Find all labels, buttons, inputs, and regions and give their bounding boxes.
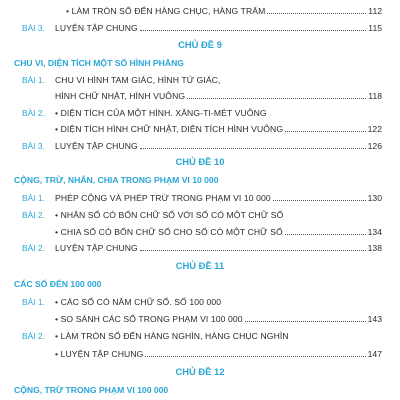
toc-entry	[0, 208, 400, 222]
toc-entry	[0, 329, 400, 343]
dot-leader	[245, 312, 366, 322]
topic-title: CỘNG, TRỪ TRONG PHẠM VI 100 000	[14, 385, 169, 395]
entry-title: PHÉP CỘNG VÀ PHÉP TRỪ TRONG PHẠM VI 10 000	[55, 193, 271, 203]
lesson-label: BÀI 2.	[22, 210, 45, 220]
topic-heading: CHỦ ĐỀ 10	[175, 156, 225, 167]
entry-title: CHU VI HÌNH TAM GIÁC, HÌNH TỨ GIÁC,	[55, 75, 221, 85]
topic-heading: CHỦ ĐỀ 12	[175, 366, 225, 377]
lesson-label: BÀI 1.	[22, 297, 45, 307]
toc-entry	[0, 89, 400, 103]
topic-heading: CHỦ ĐỀ 9	[178, 39, 222, 50]
toc-entry	[0, 106, 400, 120]
entry-title: • DIỆN TÍCH HÌNH CHỮ NHẬT, DIỆN TÍCH HÌNH VUÔNG	[55, 124, 284, 134]
toc-entry	[0, 191, 400, 205]
toc-entry	[0, 21, 400, 35]
entry-title: • DIỆN TÍCH CỦA MỘT HÌNH. XĂNG-TI-MÉT VUÔNG	[55, 108, 267, 118]
lesson-label: BÀI 1.	[22, 193, 45, 203]
page-number: 122	[367, 124, 382, 134]
toc-entry	[0, 347, 400, 361]
lesson-label: BÀI 2.	[22, 243, 45, 253]
page-number: 147	[367, 349, 382, 359]
dot-leader	[285, 122, 366, 132]
dot-leader	[140, 139, 366, 149]
topic-title: CÁC SỐ ĐẾN 100 000	[14, 279, 102, 289]
entry-title: • LUYỆN TẬP CHUNG	[55, 349, 144, 359]
entry-title: • SO SÁNH CÁC SỐ TRONG PHẠM VI 100 000	[55, 314, 243, 324]
dot-leader	[140, 21, 366, 31]
entry-title: • CHIA SỐ CÓ BỐN CHỮ SỐ CHO SỐ CÓ MỘT CHỮ SỐ	[55, 227, 283, 237]
topic-title: CHU VI, DIỆN TÍCH MỘT SỐ HÌNH PHẲNG	[14, 58, 184, 68]
page-number: 118	[368, 91, 382, 101]
page-number: 134	[367, 227, 382, 237]
entry-title: • LÀM TRÒN SỐ ĐẾN HÀNG NGHÌN, HÀNG CHỤC NGHÌN	[55, 331, 289, 341]
page-number: 130	[367, 193, 382, 203]
page-number: 138	[367, 243, 382, 253]
page-number: 112	[368, 6, 382, 16]
entry-title: • NHÂN SỐ CÓ BỐN CHỮ SỐ VỚI SỐ CÓ MỘT CHỮ SỐ	[55, 210, 284, 220]
lesson-label: BÀI 3.	[22, 141, 45, 151]
entry-title: LUYỆN TẬP CHUNG	[55, 23, 138, 33]
toc-entry	[0, 73, 400, 87]
dot-leader	[145, 347, 365, 357]
topic-title: CỘNG, TRỪ, NHÂN, CHIA TRONG PHẠM VI 10 000	[14, 175, 219, 185]
entry-title: HÌNH CHỮ NHẬT, HÌNH VUÔNG	[55, 91, 186, 101]
toc-entry	[0, 312, 400, 326]
dot-leader	[285, 225, 366, 235]
toc-entry	[0, 4, 400, 18]
page-number: 143	[367, 314, 382, 324]
page-number: 115	[368, 23, 382, 33]
dot-leader	[140, 241, 366, 251]
dot-leader	[187, 89, 366, 99]
toc-entry	[0, 225, 400, 239]
page-number: 126	[367, 141, 382, 151]
toc-entry	[0, 295, 400, 309]
toc-entry	[0, 241, 400, 255]
toc-entry	[0, 139, 400, 153]
entry-title: LUYỆN TẬP CHUNG	[55, 243, 138, 253]
dot-leader	[273, 191, 366, 201]
dot-leader	[267, 4, 366, 14]
lesson-label: BÀI 2.	[22, 108, 45, 118]
topic-heading: CHỦ ĐỀ 11	[175, 260, 225, 271]
toc-entry	[0, 122, 400, 136]
lesson-label: BÀI 1.	[22, 75, 45, 85]
entry-title: LUYỆN TẬP CHUNG	[55, 141, 138, 151]
lesson-label: BÀI 2.	[22, 331, 45, 341]
lesson-label: BÀI 3.	[22, 23, 45, 33]
entry-title: • LÀM TRÒN SỐ ĐẾN HÀNG CHỤC, HÀNG TRĂM	[66, 6, 266, 16]
entry-title: • CÁC SỐ CÓ NĂM CHỮ SỐ. SỐ 100 000	[55, 297, 222, 307]
